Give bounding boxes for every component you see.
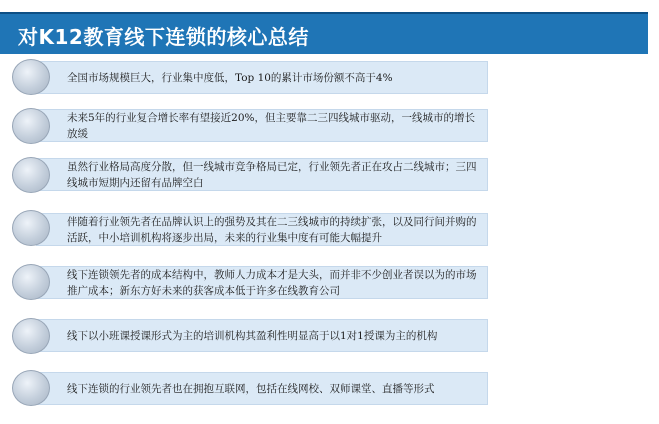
list-item bbox=[36, 158, 488, 191]
list-item-text: 未来5年的行业复合增长率有望接近20%，但主要靠二三四线城市驱动，一线城市的增长放缓 bbox=[67, 111, 476, 140]
bullet-circle-icon bbox=[12, 264, 50, 300]
list-item-text: 全国市场规模巨大，行业集中度低，Top 10的累计市场份额不高于4% bbox=[67, 71, 393, 84]
bullet-circle-icon bbox=[12, 157, 50, 193]
list-item-text: 线下以小班课授课形式为主的培训机构其盈利性明显高于以1对1授课为主的机构 bbox=[67, 329, 438, 342]
bullet-circle-icon bbox=[12, 108, 50, 144]
list-item bbox=[36, 61, 488, 94]
list-item bbox=[36, 372, 488, 405]
title-banner bbox=[0, 12, 648, 54]
list-item bbox=[36, 266, 488, 299]
list-item-text: 线下连锁领先者的成本结构中，教师人力成本才是大头，而并非不少创业者误以为的市场推广成本；新东方好未来的获客成本低于许多在线教育公司 bbox=[67, 268, 477, 297]
list-item bbox=[36, 213, 488, 246]
list-item bbox=[36, 109, 488, 142]
page-title: 对K12教育线下连锁的核心总结 bbox=[18, 25, 309, 49]
bullet-circle-icon bbox=[12, 59, 50, 95]
bullet-circle-icon bbox=[12, 370, 50, 406]
list-item-text: 伴随着行业领先者在品牌认识上的强势及其在二三线城市的持续扩张，以及同行间并购的活跃，中小培训机构将逐步出局，未来的行业集中度有可能大幅提升 bbox=[67, 215, 477, 244]
bullet-circle-icon bbox=[12, 210, 50, 246]
list-item-text: 线下连锁的行业领先者也在拥抱互联网，包括在线网校、双师课堂、直播等形式 bbox=[67, 382, 435, 395]
bullet-circle-icon bbox=[12, 318, 50, 354]
list-item-text: 虽然行业格局高度分散，但一线城市竞争格局已定，行业领先者正在攻占二线城市；三四线城市短期内还留有品牌空白 bbox=[67, 160, 477, 189]
list-item bbox=[36, 319, 488, 352]
